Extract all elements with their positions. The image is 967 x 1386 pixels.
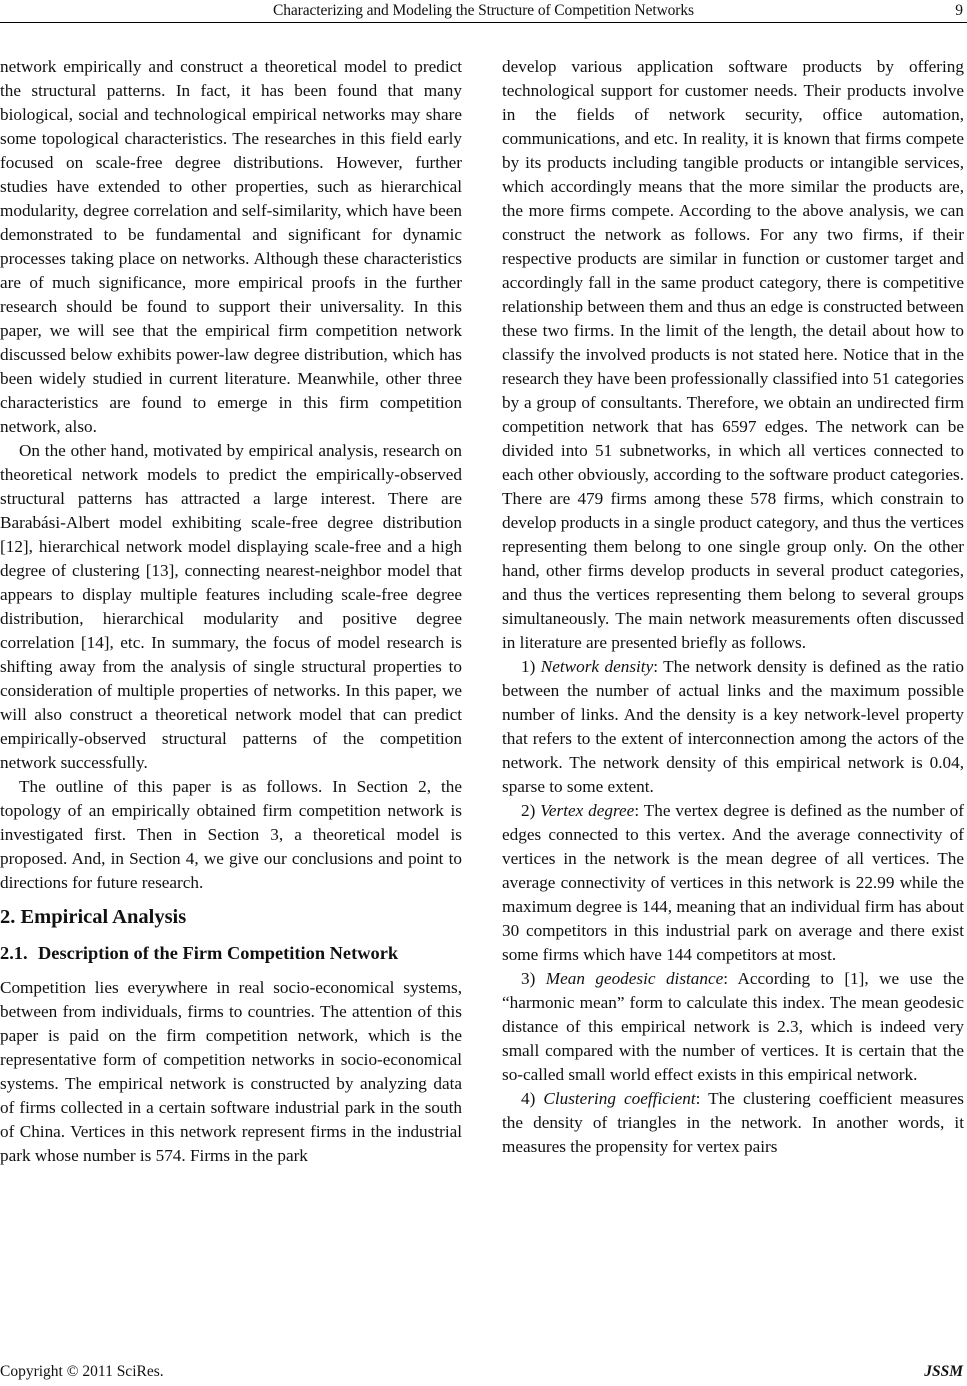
item-number: 2) — [521, 801, 541, 820]
item-text: : The network density is defined as the ratio between the number of actual links and the maximum possible number of links. And the density is a key network-level property that refers to the extent of interconnection among the actors of the network. The network density of this empirical network is 0.04, sparse to some extent. — [502, 657, 964, 796]
item-number: 4) — [521, 1089, 544, 1108]
copyright-notice: Copyright © 2011 SciRes. — [0, 1363, 164, 1380]
subsection-number: 2.1. — [0, 943, 28, 963]
list-item-mean-geodesic-distance — [502, 967, 964, 1087]
right-column — [502, 55, 964, 1159]
item-number: 3) — [521, 969, 546, 988]
paragraph: network empirically and construct a theoretical model to predict the structural patterns. In fact, it has been found that many biological, social and technological empirical networks may share some topological characteristics. The researches in this field early focused on scale-free degree distributions. However, further studies have extended to other properties, such as hierarchical modularity, degree correlation and self-similarity, which have been demonstrated to be fundamental and significant for dynamic processes taking place on networks. Although these characteristics are of much significance, more empirical proofs in the further research should be found to support their universality. In this paper, we will see that the empirical firm competition network discussed below exhibits power-law degree distribution, which has been widely studied in current literature. Meanwhile, other three characteristics are found to emerge in this firm competition network, also. — [0, 57, 462, 436]
item-text: : The vertex degree is defined as the number of edges connected to this vertex. And the average connectivity of vertices in the network is the mean degree of all vertices. The average connectivity of vertices in this network is 22.99 while the maximum degree is 144, meaning that an individual firm has about 30 competitors in this industrial park on average and there exist some firms which have 144 competitors at most. — [502, 801, 964, 964]
item-term: Clustering coefficient — [543, 1089, 696, 1108]
item-text: : The clustering coefficient measures the density of triangles in the network. In another words, it measures the propensity for vertex pairs — [502, 1089, 964, 1156]
subsection-heading — [0, 941, 462, 966]
paragraph: develop various application software products by offering technological support for customer needs. Their products involve in the fields of network security, office automation, communications, and etc. In reality, it is known that firms compete by its products including tangible products or intangible services, which accordingly means that the more similar the products are, the more firms compete. According to the above analysis, we can construct the network as follows. For any two firms, if their respective products are similar in function or customer target and accordingly fall in the same product category, there is competitive relationship between them and thus an edge is constructed between these two firms. In the limit of the length, the detail about how to classify the involved products is not stated here. Notice that in the research they have been professionally classified into 51 categories by a group of consultants. Therefore, we obtain an undirected firm competition network that has 6597 edges. The network can be divided into 51 subnetworks, in which all vertices connected to each other obviously, according to the software product categories. There are 479 firms among these 578 firms, which constrain to develop products in a single product category, and thus the vertices representing them belong to one single group only. On the other hand, other firms develop products in several product categories, and thus the vertices representing them belong to several groups simultaneously. The main network measurements often discussed in literature are presented briefly as follows. — [502, 57, 964, 652]
item-text: : According to [1], we use the “harmonic mean” form to calculate this index. The mean geodesic distance of this empirical network is 2.3, which is indeed very small compared with the number of vertices. It is certain that the so-called small world effect exists in this empirical network. — [502, 969, 964, 1084]
page-footer — [0, 1363, 967, 1383]
subsection-title: Description of the Firm Competition Network — [38, 943, 399, 963]
header-rule — [0, 22, 967, 23]
page-number: 9 — [955, 2, 963, 19]
page-header — [0, 0, 967, 24]
list-item-network-density — [502, 655, 964, 799]
running-title: Characterizing and Modeling the Structure of Competition Networks — [273, 2, 694, 19]
item-number: 1) — [521, 657, 541, 676]
left-column — [0, 55, 462, 1168]
paragraph: The outline of this paper is as follows. In Section 2, the topology of an empirically obtained firm competition network is investigated first. Then in Section 3, a theoretical model is proposed. And, in Section 4, we give our conclusions and point to directions for future research. — [0, 777, 462, 892]
section-heading: 2. Empirical Analysis — [0, 906, 187, 928]
item-term: Vertex degree — [540, 801, 635, 820]
paragraph: On the other hand, motivated by empirical analysis, research on theoretical network models to predict the empirically-observed structural patterns has attracted a large interest. There are Barabási-Albert model exhibiting scale-free degree distribution [12], hierarchical network model displaying scale-free and a high degree of clustering [13], connecting nearest-neighbor model that appears to display multiple features including scale-free degree distribution, hierarchical modularity and positive degree correlation [14], etc. In summary, the focus of model research is shifting away from the analysis of single structural properties to consideration of multiple properties of networks. In this paper, we will also construct a theoretical network model that can predict empirically-observed structural patterns of the competition network successfully. — [0, 441, 462, 772]
paragraph: Competition lies everywhere in real socio-economical systems, between from individuals, firms to countries. The attention of this paper is paid on the firm competition network, which is the representative form of competition networks in socio-economical systems. The empirical network is constructed by analyzing data of firms collected in a certain software industrial park in the south of China. Vertices in this network represent firms in the industrial park whose number is 574. Firms in the park — [0, 978, 462, 1165]
list-item-clustering-coefficient — [502, 1087, 964, 1159]
journal-name: JSSM — [924, 1363, 963, 1380]
item-term: Mean geodesic distance — [545, 969, 724, 988]
list-item-vertex-degree — [502, 799, 964, 967]
item-term: Network density — [540, 657, 654, 676]
